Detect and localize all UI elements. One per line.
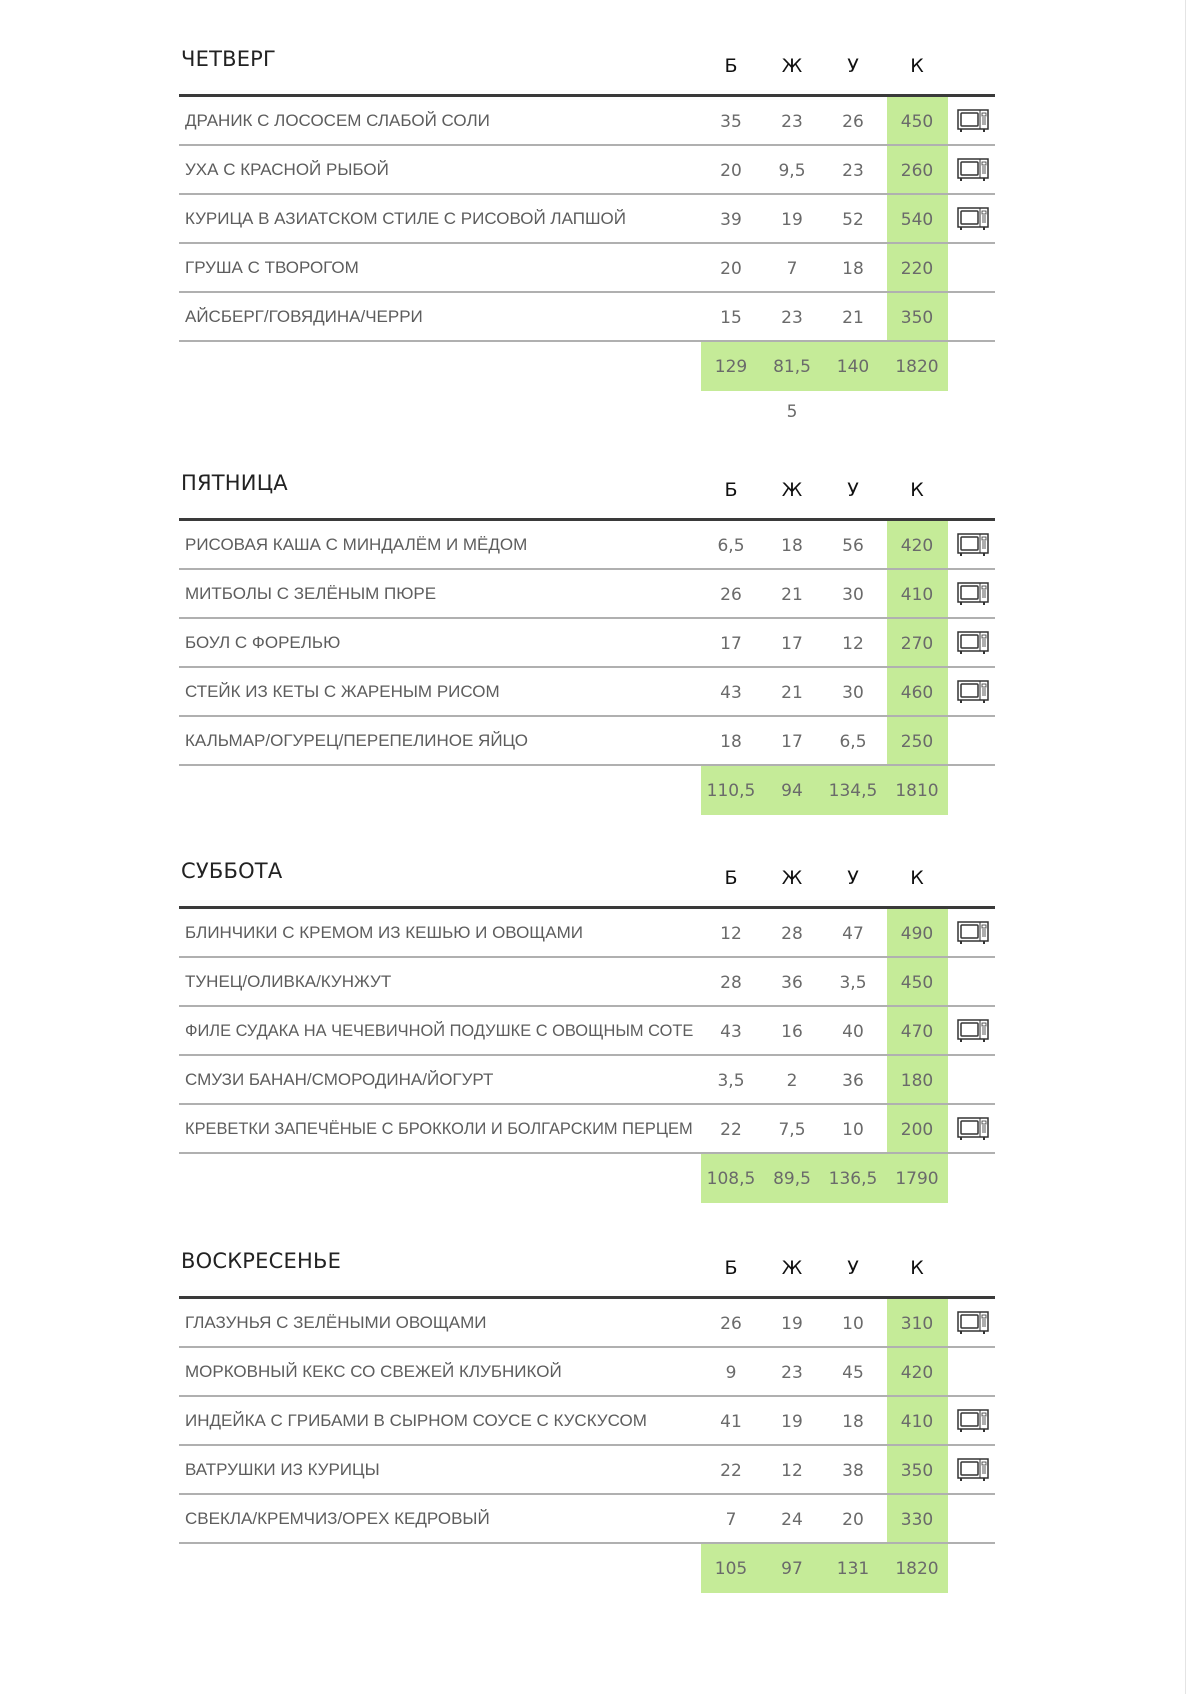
table-row	[179, 570, 995, 619]
totals-row	[179, 1154, 995, 1203]
fat-value: 18	[781, 536, 803, 556]
carbs-value: 52	[842, 210, 864, 230]
calories-value: 410	[900, 585, 934, 605]
dish-name-cell	[185, 731, 701, 753]
microwave-icon	[957, 109, 989, 133]
calories-total: 1820	[895, 1559, 939, 1579]
fat-value: 19	[781, 210, 803, 230]
day-title: ПЯТНИЦА	[181, 471, 288, 495]
dish-name-cell	[185, 307, 701, 329]
column-header: Ж	[781, 867, 803, 889]
column-header: Ж	[781, 1257, 803, 1279]
dish-name: ИНДЕЙКА С ГРИБАМИ В СЫРНОМ СОУСЕ С КУСКУСОМ	[185, 1411, 647, 1430]
fat-value: 28	[781, 924, 803, 944]
table-row	[179, 619, 995, 668]
microwave-icon	[957, 921, 989, 945]
table-row	[179, 1056, 995, 1105]
dish-name: КАЛЬМАР/ОГУРЕЦ/ПЕРЕПЕЛИНОЕ ЯЙЦО	[185, 731, 528, 750]
totals-row	[179, 1544, 995, 1593]
fat-total: 81,5	[773, 357, 811, 377]
dish-name: УХА С КРАСНОЙ РЫБОЙ	[185, 160, 389, 179]
dish-name: БЛИНЧИКИ С КРЕМОМ ИЗ КЕШЬЮ И ОВОЩАМИ	[185, 923, 583, 942]
dish-name-cell	[185, 923, 701, 945]
table-row	[179, 668, 995, 717]
dish-name-cell	[185, 1070, 701, 1092]
fat-total: 97	[781, 1559, 803, 1579]
microwave-icon	[957, 582, 989, 606]
carbs-value: 18	[842, 259, 864, 279]
dish-name: СВЕКЛА/КРЕМЧИЗ/ОРЕХ КЕДРОВЫЙ	[185, 1509, 490, 1528]
dish-name: МОРКОВНЫЙ КЕКС СО СВЕЖЕЙ КЛУБНИКОЙ	[185, 1362, 562, 1381]
carbs-value: 6,5	[839, 732, 867, 752]
dish-name: АЙСБЕРГ/ГОВЯДИНА/ЧЕРРИ	[185, 307, 423, 326]
microwave-icon	[957, 631, 989, 655]
calories-value: 180	[900, 1071, 934, 1091]
fat-value: 12	[781, 1461, 803, 1481]
protein-value: 12	[720, 924, 742, 944]
protein-value: 20	[720, 161, 742, 181]
protein-value: 9	[725, 1363, 737, 1383]
column-header: Ж	[781, 479, 803, 501]
microwave-icon	[957, 1409, 989, 1433]
day-title: СУББОТА	[181, 859, 283, 883]
calories-value: 330	[900, 1510, 934, 1530]
table-row	[179, 293, 995, 342]
protein-value: 43	[720, 683, 742, 703]
dish-name: ГЛАЗУНЬЯ С ЗЕЛЁНЫМИ ОВОЩАМИ	[185, 1313, 487, 1332]
calories-value: 540	[900, 210, 934, 230]
protein-value: 20	[720, 259, 742, 279]
items-table	[179, 909, 995, 1203]
table-row	[179, 1348, 995, 1397]
protein-total: 105	[714, 1559, 748, 1579]
fat-value: 2	[786, 1071, 798, 1091]
protein-value: 22	[720, 1120, 742, 1140]
table-row	[179, 1007, 995, 1056]
calories-value: 490	[900, 924, 934, 944]
protein-value: 41	[720, 1412, 742, 1432]
dish-name: РИСОВАЯ КАША С МИНДАЛЁМ И МЁДОМ	[185, 535, 528, 554]
dish-name: ТУНЕЦ/ОЛИВКА/КУНЖУТ	[185, 972, 392, 991]
column-header: Ж	[781, 55, 803, 77]
protein-value: 43	[720, 1022, 742, 1042]
dish-name-cell	[185, 1362, 701, 1384]
column-header: Б	[724, 479, 738, 501]
carbs-value: 26	[842, 112, 864, 132]
fat-value: 17	[781, 732, 803, 752]
protein-value: 6,5	[717, 536, 745, 556]
dish-name-cell	[185, 682, 701, 704]
calories-value: 250	[900, 732, 934, 752]
calories-total: 1820	[895, 357, 939, 377]
column-header: К	[910, 867, 924, 889]
fat-value: 16	[781, 1022, 803, 1042]
table-row	[179, 1299, 995, 1348]
column-header: Б	[724, 867, 738, 889]
carbs-total: 131	[836, 1559, 870, 1579]
extra-note: 5	[786, 402, 798, 422]
dish-name-cell	[185, 1509, 701, 1531]
column-header: У	[847, 1257, 859, 1279]
carbs-value: 10	[842, 1314, 864, 1334]
carbs-value: 18	[842, 1412, 864, 1432]
day-title: ВОСКРЕСЕНЬЕ	[181, 1249, 342, 1273]
carbs-value: 12	[842, 634, 864, 654]
fat-value: 19	[781, 1314, 803, 1334]
protein-value: 18	[720, 732, 742, 752]
calories-value: 200	[900, 1120, 934, 1140]
dish-name: ГРУША С ТВОРОГОМ	[185, 258, 359, 277]
calories-value: 420	[900, 536, 934, 556]
dish-name-cell	[185, 1411, 701, 1433]
table-row	[179, 97, 995, 146]
calories-value: 310	[900, 1314, 934, 1334]
table-row	[179, 1446, 995, 1495]
items-table	[179, 1299, 995, 1593]
dish-name-cell	[185, 535, 701, 557]
carbs-value: 3,5	[839, 973, 867, 993]
protein-value: 22	[720, 1461, 742, 1481]
carbs-value: 38	[842, 1461, 864, 1481]
protein-value: 26	[720, 585, 742, 605]
dish-name-cell	[185, 1460, 701, 1482]
column-header: У	[847, 867, 859, 889]
calories-value: 270	[900, 634, 934, 654]
fat-value: 23	[781, 112, 803, 132]
carbs-value: 36	[842, 1071, 864, 1091]
protein-value: 3,5	[717, 1071, 745, 1091]
protein-total: 110,5	[706, 781, 756, 801]
dish-name: СТЕЙК ИЗ КЕТЫ С ЖАРЕНЫМ РИСОМ	[185, 682, 500, 701]
microwave-icon	[957, 207, 989, 231]
protein-total: 129	[714, 357, 748, 377]
calories-value: 350	[900, 1461, 934, 1481]
calories-value: 470	[900, 1022, 934, 1042]
carbs-value: 40	[842, 1022, 864, 1042]
carbs-value: 21	[842, 308, 864, 328]
items-table	[179, 521, 995, 815]
table-row	[179, 958, 995, 1007]
fat-value: 23	[781, 1363, 803, 1383]
carbs-value: 20	[842, 1510, 864, 1530]
table-row	[179, 1105, 995, 1154]
microwave-icon	[957, 1458, 989, 1482]
protein-value: 17	[720, 634, 742, 654]
calories-value: 350	[900, 308, 934, 328]
calories-total: 1790	[895, 1169, 939, 1189]
items-table	[179, 97, 995, 422]
totals-row	[179, 766, 995, 815]
fat-total: 89,5	[773, 1169, 811, 1189]
table-row	[179, 1397, 995, 1446]
dish-name: КРЕВЕТКИ ЗАПЕЧЁНЫЕ С БРОККОЛИ И БОЛГАРСКИМ ПЕРЦЕМ	[185, 1119, 693, 1138]
fat-value: 9,5	[778, 161, 806, 181]
dish-name-cell	[185, 1021, 701, 1043]
fat-value: 7,5	[778, 1120, 806, 1140]
protein-total: 108,5	[706, 1169, 756, 1189]
fat-value: 21	[781, 683, 803, 703]
table-row	[179, 146, 995, 195]
protein-value: 7	[725, 1510, 737, 1530]
calories-value: 220	[900, 259, 934, 279]
dish-name-cell	[185, 1313, 701, 1335]
calories-value: 420	[900, 1363, 934, 1383]
protein-value: 15	[720, 308, 742, 328]
totals-row	[179, 342, 995, 422]
fat-value: 24	[781, 1510, 803, 1530]
column-header: К	[910, 55, 924, 77]
fat-value: 21	[781, 585, 803, 605]
microwave-icon	[957, 158, 989, 182]
carbs-value: 56	[842, 536, 864, 556]
microwave-icon	[957, 680, 989, 704]
column-header: К	[910, 479, 924, 501]
dish-name-cell	[185, 209, 701, 231]
fat-value: 17	[781, 634, 803, 654]
dish-name-cell	[185, 111, 701, 133]
dish-name-cell	[185, 633, 701, 655]
dish-name: СМУЗИ БАНАН/СМОРОДИНА/ЙОГУРТ	[185, 1070, 494, 1089]
calories-value: 260	[900, 161, 934, 181]
fat-value: 19	[781, 1412, 803, 1432]
calories-value: 460	[900, 683, 934, 703]
dish-name-cell	[185, 160, 701, 182]
table-row	[179, 195, 995, 244]
microwave-icon	[957, 533, 989, 557]
carbs-value: 30	[842, 585, 864, 605]
microwave-icon	[957, 1311, 989, 1335]
dish-name: ФИЛЕ СУДАКА НА ЧЕЧЕВИЧНОЙ ПОДУШКЕ С ОВОЩНЫМ СОТЕ	[185, 1021, 694, 1040]
column-header: У	[847, 55, 859, 77]
protein-value: 26	[720, 1314, 742, 1334]
dish-name-cell	[185, 258, 701, 280]
carbs-value: 23	[842, 161, 864, 181]
column-header: Б	[724, 1257, 738, 1279]
column-header: Б	[724, 55, 738, 77]
carbs-value: 10	[842, 1120, 864, 1140]
microwave-icon	[957, 1117, 989, 1141]
table-row	[179, 1495, 995, 1544]
protein-value: 35	[720, 112, 742, 132]
day-title: ЧЕТВЕРГ	[181, 47, 277, 71]
dish-name: МИТБОЛЫ С ЗЕЛЁНЫМ ПЮРЕ	[185, 584, 437, 603]
carbs-total: 134,5	[828, 781, 878, 801]
table-row	[179, 244, 995, 293]
carbs-value: 30	[842, 683, 864, 703]
table-row	[179, 717, 995, 766]
dish-name-cell	[185, 1119, 701, 1141]
calories-value: 410	[900, 1412, 934, 1432]
dish-name-cell	[185, 584, 701, 606]
table-row	[179, 521, 995, 570]
dish-name-cell	[185, 972, 701, 994]
fat-value: 7	[786, 259, 798, 279]
column-header: К	[910, 1257, 924, 1279]
fat-value: 23	[781, 308, 803, 328]
dish-name: ВАТРУШКИ ИЗ КУРИЦЫ	[185, 1460, 380, 1479]
protein-value: 39	[720, 210, 742, 230]
carbs-value: 45	[842, 1363, 864, 1383]
table-row	[179, 909, 995, 958]
carbs-total: 140	[836, 357, 870, 377]
dish-name: ДРАНИК С ЛОСОСЕМ СЛАБОЙ СОЛИ	[185, 111, 490, 130]
calories-value: 450	[900, 112, 934, 132]
protein-value: 28	[720, 973, 742, 993]
dish-name: КУРИЦА В АЗИАТСКОМ СТИЛЕ С РИСОВОЙ ЛАПШОЙ	[185, 209, 626, 228]
calories-total: 1810	[895, 781, 939, 801]
carbs-value: 47	[842, 924, 864, 944]
microwave-icon	[957, 1019, 989, 1043]
column-header: У	[847, 479, 859, 501]
dish-name: БОУЛ С ФОРЕЛЬЮ	[185, 633, 341, 652]
carbs-total: 136,5	[828, 1169, 878, 1189]
fat-value: 36	[781, 973, 803, 993]
calories-value: 450	[900, 973, 934, 993]
fat-total: 94	[781, 781, 803, 801]
